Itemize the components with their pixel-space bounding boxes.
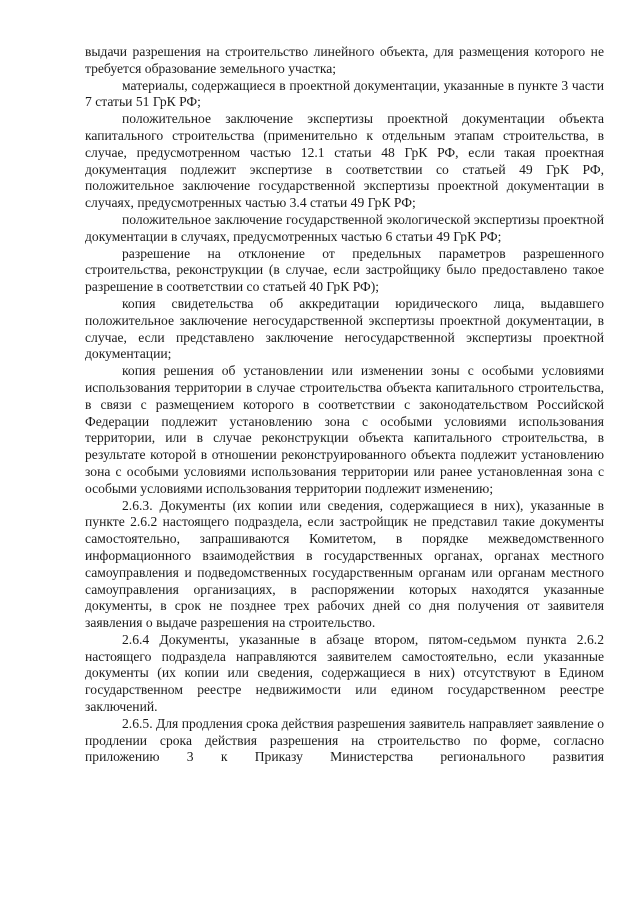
paragraph-ecological-expertise: положительное заключение государственной экологической экспертизы проектной документации в случаях, предусмотренных частью 6 статьи 49 ГрК РФ; (85, 211, 604, 244)
paragraph-special-zone-decision: копия решения об установлении или изменении зоны с особыми условиями использования территории в случае строительства объекта капитального строительства, в связи с размещением которого в соответствии с законодательством Российской Федерации подлежит установлению зона с особыми условиями использования территории, или в случае реконструкции объекта капитального строительства, в результате которой в отношении реконструированного объекта подлежит установлению зона с особыми условиями использования территории или ранее установленная зона с особыми условиями использования территории подлежит изменению; (85, 363, 604, 496)
paragraph-accreditation-copy: копия свидетельства об аккредитации юридического лица, выдавшего положительное заключение негосударственной экспертизы проектной документации, в случае, если представлено заключение негосударственной экспертизы проектной документации; (85, 295, 604, 362)
paragraph-expertise-conclusion: положительное заключение экспертизы проектной документации объекта капитального строительства (применительно к отдельным этапам строительства, в случае, предусмотренном частью 12.1 статьи 48 ГрК РФ, если такая проектная документация подлежит экспертизе в соответствии со статьей 49 ГрК РФ, положительное заключение государственной экспертизы проектной документации в случаях, предусмотренных частью 3.4 статьи 49 ГрК РФ; (85, 111, 604, 211)
paragraph-2-6-3: 2.6.3. Документы (их копии или сведения, содержащиеся в них), указанные в пункте 2.6.2 настоящего подраздела, если застройщик не представил такие документы самостоятельно, запрашиваются Комитетом, в порядке межведомственного информационного взаимодействия в государственных органах, органах местного самоуправления и подведомственных государственным органам или органам местного самоуправления организациях, в распоряжении которых находятся указанные документы, в срок не позднее трех рабочих дней со дня получения от заявителя заявления о выдаче разрешения на строительство. (85, 497, 604, 631)
paragraph-2-6-4: 2.6.4 Документы, указанные в абзаце втором, пятом-седьмом пункта 2.6.2 настоящего подраздела направляются заявителем самостоятельно, если указанные документы (их копии или сведения, содержащиеся в них) отсутствуют в Едином государственном реестре недвижимости или едином государственном реестре заключений. (85, 631, 604, 715)
paragraph-deviation-permit: разрешение на отклонение от предельных параметров разрешенного строительства, реконструкции (в случае, если застройщику было предоставлено такое разрешение в соответствии со статьей 40 ГрК РФ); (85, 245, 604, 295)
paragraph-project-materials: материалы, содержащиеся в проектной документации, указанные в пункте 3 части 7 статьи 51 ГрК РФ; (85, 77, 604, 110)
paragraph-permit-linear-object: выдачи разрешения на строительство линейного объекта, для размещения которого не требуется образование земельного участка; (85, 44, 604, 76)
paragraph-2-6-5: 2.6.5. Для продления срока действия разрешения заявитель направляет заявление о продлении срока действия разрешения на строительство по форме, согласно приложению 3 к Приказу Министерства регионального развития (85, 715, 604, 765)
document-page (85, 44, 604, 766)
